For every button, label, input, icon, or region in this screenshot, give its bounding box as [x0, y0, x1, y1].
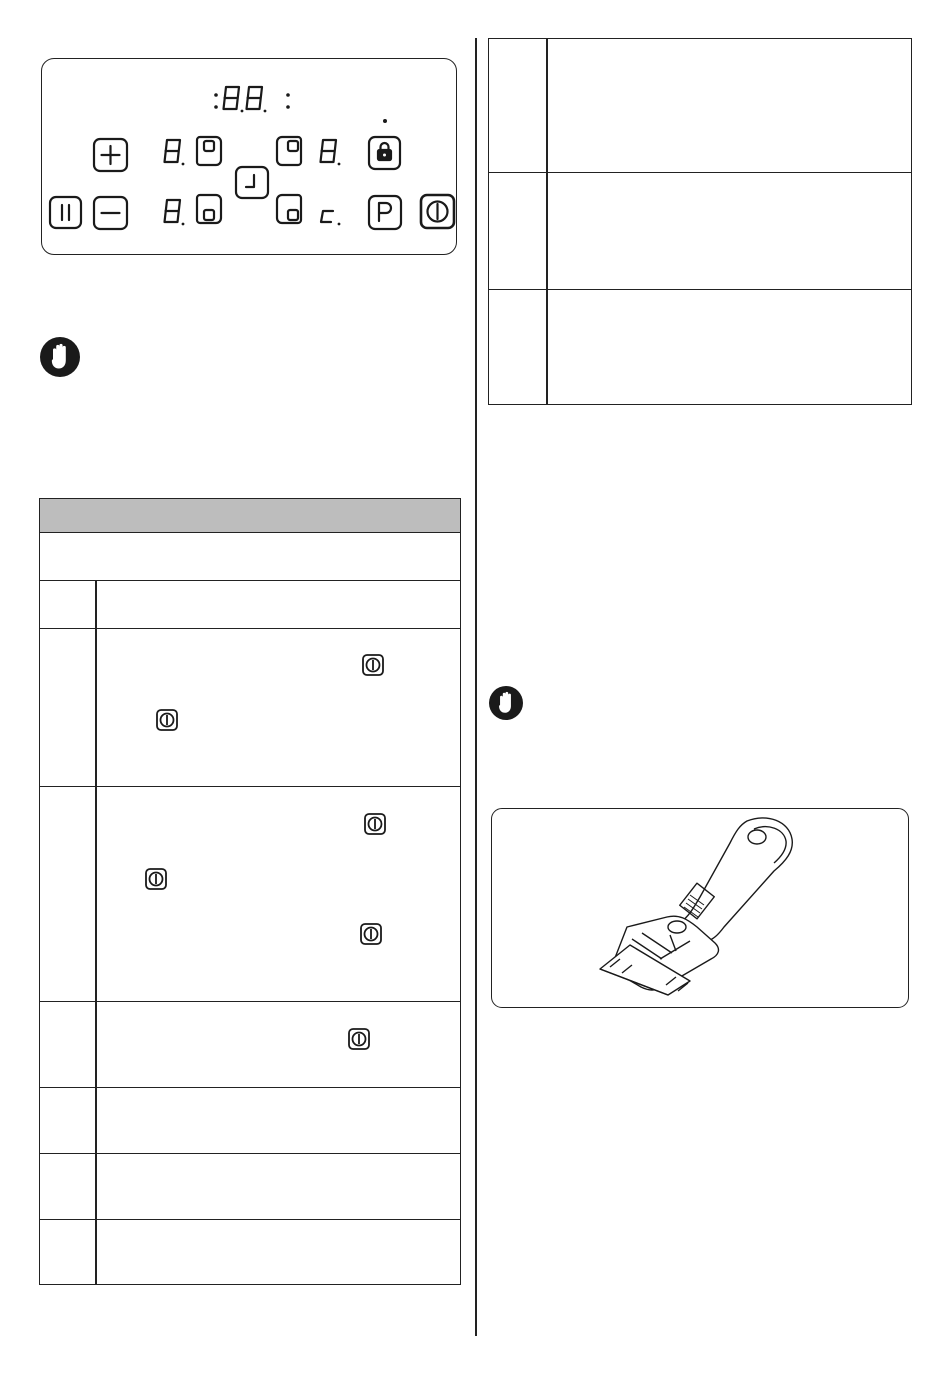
table-header [40, 499, 460, 533]
hand-warning-icon [489, 686, 523, 720]
control-panel-drawing [42, 59, 458, 256]
zone-marker [204, 210, 214, 220]
table-row [40, 1087, 460, 1154]
power-icon [348, 1028, 370, 1050]
timer-display [214, 87, 290, 112]
lock-indicator-dot [383, 119, 387, 123]
zone-rear-left-display [165, 200, 185, 225]
program-button[interactable] [369, 196, 401, 229]
table-row [40, 1219, 460, 1283]
table-row [40, 628, 460, 787]
table-row [489, 39, 911, 173]
lock-button[interactable] [369, 137, 400, 169]
hob-control-panel [41, 58, 457, 255]
zone-marker [288, 141, 298, 151]
scraper-icon [492, 809, 910, 1009]
zone-front-right-display [321, 140, 341, 165]
table-row [40, 580, 460, 629]
power-icon [364, 813, 386, 835]
table-row [489, 289, 911, 403]
table-row [40, 786, 460, 1002]
cleaning-table [488, 38, 912, 405]
hand-warning-icon [40, 337, 80, 377]
power-icon [156, 709, 178, 731]
zone-rear-right-display [321, 211, 340, 225]
table-row [40, 1153, 460, 1220]
power-icon [360, 923, 382, 945]
zone-marker [204, 141, 214, 151]
table-subheader [40, 532, 460, 581]
column-divider [475, 38, 477, 1336]
table-row [40, 1001, 460, 1088]
power-icon [362, 654, 384, 676]
zone-marker [288, 210, 298, 220]
operation-table [39, 498, 461, 1285]
scraper-illustration-frame [491, 808, 909, 1008]
plus-button[interactable] [94, 139, 127, 171]
pause-button[interactable] [50, 197, 81, 228]
timer-button[interactable] [236, 167, 268, 198]
power-icon [145, 868, 167, 890]
power-button[interactable] [421, 195, 454, 228]
minus-button[interactable] [94, 197, 127, 229]
table-row [489, 172, 911, 290]
zone-front-left-display [165, 140, 185, 165]
